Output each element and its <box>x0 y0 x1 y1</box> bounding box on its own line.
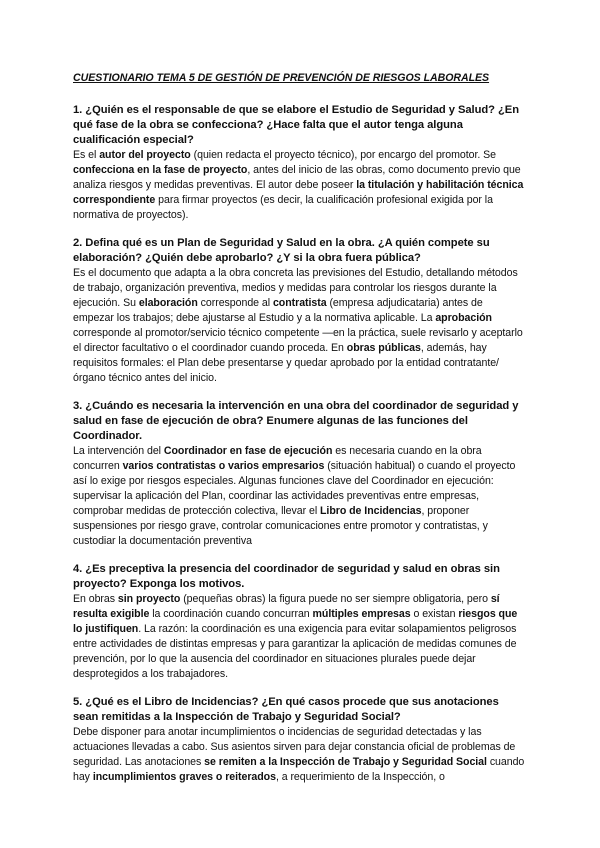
question-section <box>73 399 525 549</box>
question-section <box>73 103 525 223</box>
answer-run: cuando hay <box>73 756 525 783</box>
answer-run: Es el <box>73 149 100 161</box>
answer-run: , proponer suspensiones por riesgo grave, controlar comunicaciones entre promotor y contratistas, y custodiar la documentación preventiva <box>73 505 488 547</box>
answer-run: , antes del inicio de las obras, como documento previo que analiza riesgos y medidas preventivas. El autor debe poseer <box>73 164 521 191</box>
answer-run: (empresa adjudicataria) antes de empezar los trabajos; debe ajustarse al Estudio y a la normativa aplicable. La <box>73 297 483 324</box>
answer-run: En obras <box>73 593 118 605</box>
answer-emphasis: aprobación <box>435 312 492 324</box>
answer-run: , a requerimiento de la Inspección, o <box>275 771 445 783</box>
answer-emphasis: contratista <box>272 297 327 309</box>
answer-emphasis: autor del proyecto <box>99 149 191 161</box>
answer-emphasis: incumplimientos graves o reiterados <box>92 771 276 783</box>
document-content <box>73 71 525 798</box>
answer-emphasis: Coordinador en fase de ejecución <box>163 445 333 457</box>
question-section <box>73 236 525 386</box>
answer-run: La intervención del <box>73 445 164 457</box>
answer-run: para firmar proyectos (es decir, la cualificación profesional exigida por la normativa de proyectos). <box>73 194 493 221</box>
answer-text <box>73 266 525 386</box>
answer-text <box>73 592 525 682</box>
answer-emphasis: se remiten a la Inspección de Trabajo y Seguridad Social <box>204 756 487 768</box>
answer-emphasis: varios contratistas o varios empresarios <box>122 460 325 472</box>
answer-emphasis: Libro de Incidencias <box>320 505 422 517</box>
question-text: 2. Defina qué es un Plan de Seguridad y Salud en la obra. ¿A quién compete su elaboración? ¿Quién debe aprobarlo? ¿Y si la obra fuera pública? <box>73 237 490 264</box>
answer-emphasis: la titulación y habilitación técnica correspondiente <box>73 179 524 206</box>
question-text: 3. ¿Cuándo es necesaria la intervención en una obra del coordinador de seguridad y salud en fase de ejecución de obra? Enumere algunas de las funciones del Coordinador. <box>73 400 519 442</box>
answer-run: , además, hay requisitos formales: el Plan debe presentarse y quedar aprobado por la entidad contratante/órgano técnico antes del inicio. <box>73 342 499 384</box>
question-text: 1. ¿Quién es el responsable de que se elabore el Estudio de Seguridad y Salud? ¿En qué fase de la obra se confecciona? ¿Hace falta que el autor tenga alguna cualificación especial? <box>73 104 520 146</box>
answer-run: (pequeñas obras) la figura puede no ser siempre obligatoria, pero <box>180 593 491 605</box>
answer-text <box>73 444 525 549</box>
answer-run: (quien redacta el proyecto técnico), por encargo del promotor. Se <box>190 149 497 161</box>
answer-emphasis: múltiples empresas <box>312 608 411 620</box>
answer-run: la coordinación cuando concurran <box>149 608 313 620</box>
answer-run: corresponde al <box>197 297 273 309</box>
answer-run: (situación habitual) o cuando el proyecto así lo exige por riesgos especiales. Algunas funciones clave del Coordinador en ejecución: supervisar la aplicación del Plan, coordinar las actividades preventivas entre empresas, comprobar medidas de protección colectiva, llevar el <box>73 460 516 517</box>
answer-run: corresponde al promotor/servicio técnico competente —en la práctica, suele revisarlo y aceptarlo el director facultativo o el coordinador cuando proceda. En <box>73 327 523 354</box>
answer-emphasis: confecciona en la fase de proyecto <box>73 164 248 176</box>
question-text: 5. ¿Qué es el Libro de Incidencias? ¿En qué casos procede que sus anotaciones sean remitidas a la Inspección de Trabajo y Seguridad Social? <box>73 696 499 723</box>
question-section <box>73 562 525 682</box>
question-section <box>73 695 525 785</box>
answer-emphasis: elaboración <box>138 297 198 309</box>
answer-emphasis: obras públicas <box>346 342 421 354</box>
answer-run: Es el documento que adapta a la obra concreta las previsiones del Estudio, detallando métodos de trabajo, organización preventiva, medios y medidas para controlar los riesgos durante la ejecución. Su <box>73 267 518 309</box>
answer-run: es necesaria cuando en la obra concurren <box>73 445 482 472</box>
answer-emphasis: sí resulta exigible <box>73 593 500 620</box>
answer-text <box>73 148 525 223</box>
answer-text <box>73 725 525 785</box>
answer-emphasis: sin proyecto <box>117 593 181 605</box>
questions-list <box>73 103 525 785</box>
answer-emphasis: riesgos que lo justifiquen <box>73 608 518 635</box>
answer-run: o existan <box>410 608 459 620</box>
document-title: CUESTIONARIO TEMA 5 DE GESTIÓN DE PREVENCIÓN DE RIESGOS LABORALES <box>73 72 490 84</box>
answer-run: Debe disponer para anotar incumplimientos o incidencias de seguridad detectadas y las actuaciones llevadas a cabo. Sus asientos sirven para dejar constancia oficial de problemas de seguridad. Las anotaciones <box>73 726 516 768</box>
answer-run: . La razón: la coordinación es una exigencia para evitar solapamientos peligrosos entre actividades de distintas empresas y para garantizar la aplicación de medidas comunes de prevención, por lo que la ausencia del coordinador en situaciones plurales puede dejar desprotegidos a los trabajadores. <box>73 623 517 680</box>
question-text: 4. ¿Es preceptiva la presencia del coordinador de seguridad y salud en obras sin proyecto? Exponga los motivos. <box>73 563 500 590</box>
